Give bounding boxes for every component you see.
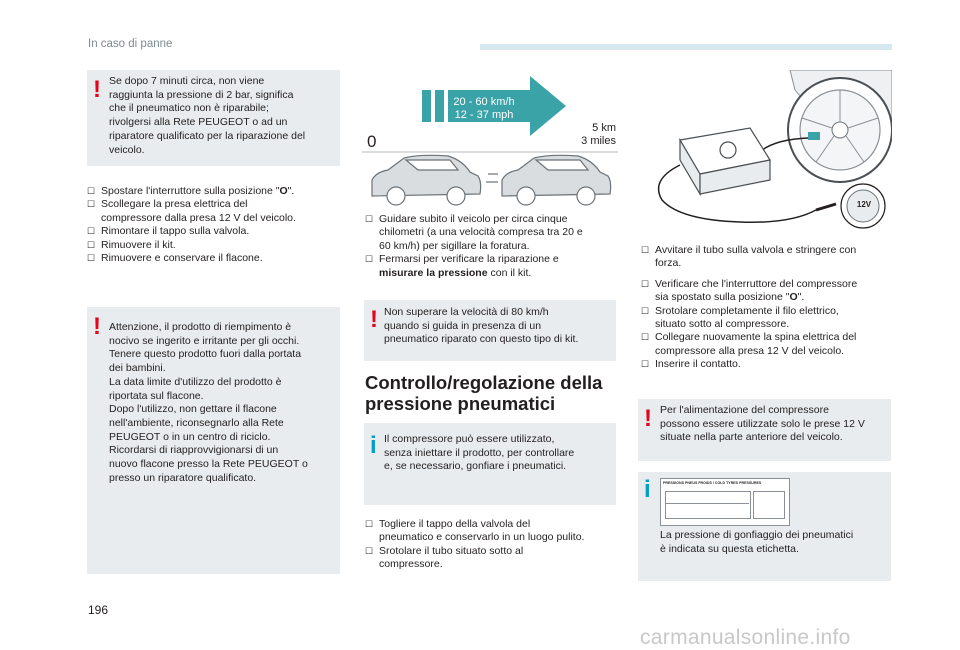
step-item	[87, 198, 296, 225]
compressor-illustration	[640, 70, 892, 240]
checkbox-icon: ☐	[87, 186, 96, 196]
warning-icon: !	[93, 313, 101, 340]
step-item	[641, 278, 857, 305]
steps-list-left	[87, 185, 296, 265]
text-line: presso un riparatore qualificato.	[109, 471, 257, 484]
text-line: Se dopo 7 minuti circa, non viene	[109, 75, 265, 87]
text-line: pressione pneumatici	[365, 393, 556, 414]
step-line: sia spostato sulla posizione "O".	[655, 291, 805, 304]
step-line: Guidare subito il veicolo per circa cinque	[379, 213, 568, 225]
label-table	[665, 491, 751, 519]
step-line: Avvitare il tubo sulla valvola e stringere con	[655, 244, 857, 256]
step-item	[365, 545, 584, 572]
checkbox-icon: ☐	[641, 305, 650, 316]
info-text	[660, 529, 853, 556]
step-item	[87, 252, 296, 265]
checkbox-icon: ☐	[87, 226, 96, 237]
info-icon: i	[644, 476, 651, 503]
checkbox-icon: ☐	[641, 245, 650, 255]
step-item	[87, 185, 296, 198]
step-item	[87, 239, 296, 252]
step-line: Inserire il contatto.	[655, 358, 741, 371]
checkbox-icon: ☐	[641, 278, 650, 289]
text-line: nuovo flacone presso la Rete PEUGEOT o	[109, 458, 308, 471]
step-line: compressore dalla presa 12 V del veicolo.	[101, 211, 296, 224]
warning-box-pressure	[87, 70, 340, 166]
label-side-panel	[753, 491, 785, 519]
wheel-icon	[788, 78, 892, 182]
text-line: e, se necessario, gonfiare i pneumatici.	[384, 460, 567, 473]
text-line: Ricordarsi di riapprovvigionarsi di un	[109, 444, 279, 457]
info-text	[384, 433, 574, 474]
step-line: compressore.	[379, 558, 443, 571]
text-line: che il pneumatico non è riparabile;	[109, 102, 269, 115]
step-line: Spostare l'interruttore sulla posizione "O".	[101, 185, 295, 197]
step-line: situato sotto al compressore.	[655, 318, 790, 331]
step-item	[365, 213, 583, 253]
car-icon	[372, 155, 481, 205]
warning-box-socket	[638, 399, 891, 461]
start-marker: 0	[367, 132, 377, 151]
warning-text	[660, 404, 865, 445]
step-line: Srotolare il tubo situato sotto al	[379, 544, 524, 557]
text-line: dei bambini.	[109, 362, 166, 375]
text-line: PEUGEOT o in un centro di riciclo.	[109, 430, 271, 443]
checkbox-icon: ☐	[87, 199, 96, 210]
step-line: pneumatico e conservarlo in un luogo pulito.	[379, 531, 585, 544]
step-item	[87, 225, 296, 238]
step-item	[365, 518, 584, 545]
checkbox-icon: ☐	[365, 545, 374, 556]
info-icon: i	[370, 432, 377, 459]
step-item	[641, 331, 857, 358]
step-item	[641, 305, 857, 332]
step-line: Collegare nuovamente la spina elettrica del	[655, 331, 857, 344]
section-heading	[365, 372, 602, 414]
step-line: forza.	[655, 257, 682, 270]
warning-text	[384, 306, 578, 347]
steps-list-right	[641, 244, 857, 372]
compressor-icon	[680, 128, 770, 194]
step-line: chilometri (a una velocità compresa tra 20 e	[379, 226, 583, 239]
step-line: Rimontare il tappo sulla valvola.	[101, 225, 250, 238]
text-line: situate nella parte anteriore del veicolo.	[660, 431, 843, 444]
header-accent-bar	[480, 44, 892, 50]
plug-label: 12V	[856, 200, 872, 209]
step-line: Srotolare completamente il filo elettrico,	[655, 304, 839, 317]
text-line: raggiunta la pressione di 2 bar, significa	[109, 88, 294, 101]
text-line: senza iniettare il prodotto, per controllare	[384, 446, 575, 459]
text-line: Per l'alimentazione del compressore	[660, 404, 829, 416]
text-line: riparatore qualificato per la riparazione del	[109, 129, 306, 142]
text-line: La data limite d'utilizzo del prodotto è	[109, 375, 282, 388]
checkbox-icon: ☐	[87, 253, 96, 264]
text-line: quando si guida in presenza di un	[384, 319, 542, 332]
step-line: Verificare che l'interruttore del compressore	[655, 277, 858, 290]
text-line: Controllo/regolazione della	[365, 372, 603, 393]
info-box-compressor	[364, 423, 616, 505]
distance-label: 5 km 3 miles	[581, 122, 616, 147]
step-item	[641, 244, 857, 271]
step-item	[641, 358, 857, 371]
step-line: 60 km/h) per sigillare la foratura.	[379, 239, 530, 252]
watermark: carmanualsonline.info	[640, 626, 851, 649]
text-line: Dopo l'utilizzo, non gettare il flacone	[109, 403, 277, 416]
text-line: Attenzione, il prodotto di riempimento è	[109, 321, 292, 333]
step-line: compressore alla presa 12 V del veicolo.	[655, 344, 845, 357]
section-title: In caso di panne	[88, 38, 173, 50]
steps-list-middle	[365, 213, 583, 280]
warning-icon: !	[370, 306, 378, 333]
text-line: Il compressore può essere utilizzato,	[384, 433, 555, 445]
tyre-pressure-label	[660, 478, 790, 526]
text-line: Non superare la velocità di 80 km/h	[384, 306, 549, 318]
text-line: La pressione di gonfiaggio dei pneumatici	[660, 529, 854, 541]
warning-icon: !	[644, 405, 652, 432]
text-line: rivolgersi alla Rete PEUGEOT o ad un	[109, 116, 288, 129]
speed-range: 20 - 60 km/h 12 - 37 mph	[453, 96, 515, 121]
step-line: Rimuovere il kit.	[101, 238, 176, 251]
text-line: è indicata su questa etichetta.	[660, 542, 799, 555]
warning-box-product	[87, 307, 340, 574]
step-line: Togliere il tappo della valvola del	[379, 518, 531, 530]
car-icon	[486, 155, 611, 205]
label-title: PRESSIONS PNEUS FROIDS / COLD TYRES PRESSURES	[663, 481, 762, 485]
checkbox-icon: ☐	[641, 359, 650, 370]
text-line: riportata sul flacone.	[109, 389, 204, 402]
text-line: pneumatico riparato con questo tipo di kit.	[384, 333, 579, 346]
text-line: nell'ambiente, riconsegnarlo alla Rete	[109, 416, 284, 429]
warning-icon: !	[93, 76, 101, 103]
warning-text	[109, 321, 308, 485]
text-line: Tenere questo prodotto fuori dalla portata	[109, 348, 302, 361]
checkbox-icon: ☐	[87, 239, 96, 250]
checkbox-icon: ☐	[365, 214, 374, 224]
info-box-label	[638, 472, 891, 581]
text-line: nocivo se ingerito e irritante per gli occhi.	[109, 334, 300, 347]
step-item	[365, 253, 583, 280]
warning-box-speed	[364, 300, 616, 361]
steps-list-middle-2	[365, 518, 584, 572]
step-line: Scollegare la presa elettrica del	[101, 198, 248, 211]
text-line: possono essere utilizzate solo le prese 12 V	[660, 417, 865, 430]
step-line: Rimuovere e conservare il flacone.	[101, 252, 263, 265]
checkbox-icon: ☐	[365, 254, 374, 265]
text-line: veicolo.	[109, 143, 145, 156]
warning-text	[109, 75, 305, 157]
page-number: 196	[88, 603, 109, 617]
step-line: Fermarsi per verificare la riparazione e	[379, 253, 559, 266]
step-line: misurare la pressione con il kit.	[379, 266, 532, 279]
checkbox-icon: ☐	[365, 519, 374, 529]
checkbox-icon: ☐	[641, 332, 650, 343]
